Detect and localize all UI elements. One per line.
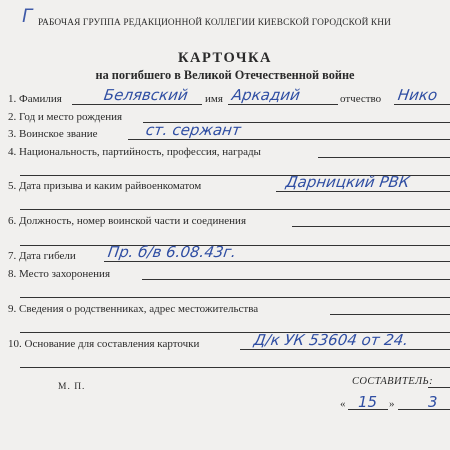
compiler-label: СОСТАВИТЕЛЬ: — [352, 376, 434, 387]
field-5-row — [0, 173, 450, 194]
stamp-place: М. П. — [58, 382, 86, 392]
header-text: РАБОЧАЯ ГРУППА РЕДАКЦИОННОЙ КОЛЛЕГИИ КИЕВСКОЙ ГОРОДСКОЙ КНИ — [38, 18, 392, 28]
field-3-value: ст. сержант — [144, 121, 243, 139]
field-1-patronymic-label: отчество — [340, 93, 382, 105]
field-6-row — [0, 211, 450, 229]
field-1-value: Белявский — [102, 86, 190, 104]
date-month: 3 — [428, 393, 438, 411]
field-1-line — [72, 104, 202, 105]
field-9-label: 9. Сведения о родственниках, адрес местожительства — [8, 303, 259, 315]
field-8-extra-row — [0, 282, 450, 300]
field-5-extra-row — [0, 194, 450, 212]
field-1-name-label: имя — [205, 93, 223, 105]
field-1-name-value: Аркадий — [230, 86, 302, 104]
field-10-value: Д/к УК 53604 от 24. — [252, 331, 410, 349]
field-9-row — [0, 299, 450, 317]
field-7-row — [0, 243, 450, 264]
card-subtitle: на погибшего в Великой Отечественной войне — [95, 68, 355, 82]
field-8-label: 8. Место захоронения — [8, 268, 110, 280]
field-3-row — [0, 121, 450, 142]
field-5-extra-line — [20, 209, 450, 210]
compiler-line — [428, 387, 450, 388]
handwritten-mark: Г — [22, 6, 33, 27]
field-3-line — [128, 139, 450, 140]
field-10-label: 10. Основание для составления карточки — [8, 338, 200, 350]
field-1-label: 1. Фамилия — [8, 93, 62, 105]
field-10-extra-line — [20, 367, 450, 368]
field-10-row — [0, 331, 450, 352]
field-8-line — [142, 279, 450, 280]
field-1-row — [0, 86, 450, 107]
field-7-value: Пр. б/в 6.08.43г. — [106, 243, 238, 261]
field-3-label: 3. Воинское звание — [8, 128, 98, 140]
field-6-label: 6. Должность, номер воинской части и соединения — [8, 215, 246, 227]
field-4-row — [0, 142, 450, 160]
field-1-patronymic-line — [394, 104, 450, 105]
field-5-value: Дарницкий РВК — [284, 173, 411, 191]
field-1-name-line — [228, 104, 338, 105]
field-4-line — [318, 157, 450, 158]
date-day: 15 — [358, 393, 378, 411]
field-7-line — [104, 261, 450, 262]
field-7-label: 7. Дата гибели — [8, 250, 76, 262]
field-5-label: 5. Дата призыва и каким райвоенкоматом — [8, 180, 202, 192]
field-10-extra-row — [0, 352, 450, 370]
field-6-line — [292, 226, 450, 227]
date-month-line — [398, 409, 450, 410]
field-10-line — [240, 349, 450, 350]
field-4-label: 4. Национальность, партийность, профессия, награды — [8, 146, 261, 158]
field-8-row — [0, 264, 450, 282]
date-open-quote: « — [340, 398, 346, 410]
field-1-patronymic-value: Нико — [396, 86, 439, 104]
field-2-label: 2. Год и место рождения — [8, 111, 123, 123]
field-8-extra-line — [20, 297, 450, 298]
field-9-line — [330, 314, 450, 315]
field-5-line — [276, 191, 450, 192]
card-title: КАРТОЧКА — [177, 50, 273, 66]
date-close-quote: » — [389, 398, 395, 410]
